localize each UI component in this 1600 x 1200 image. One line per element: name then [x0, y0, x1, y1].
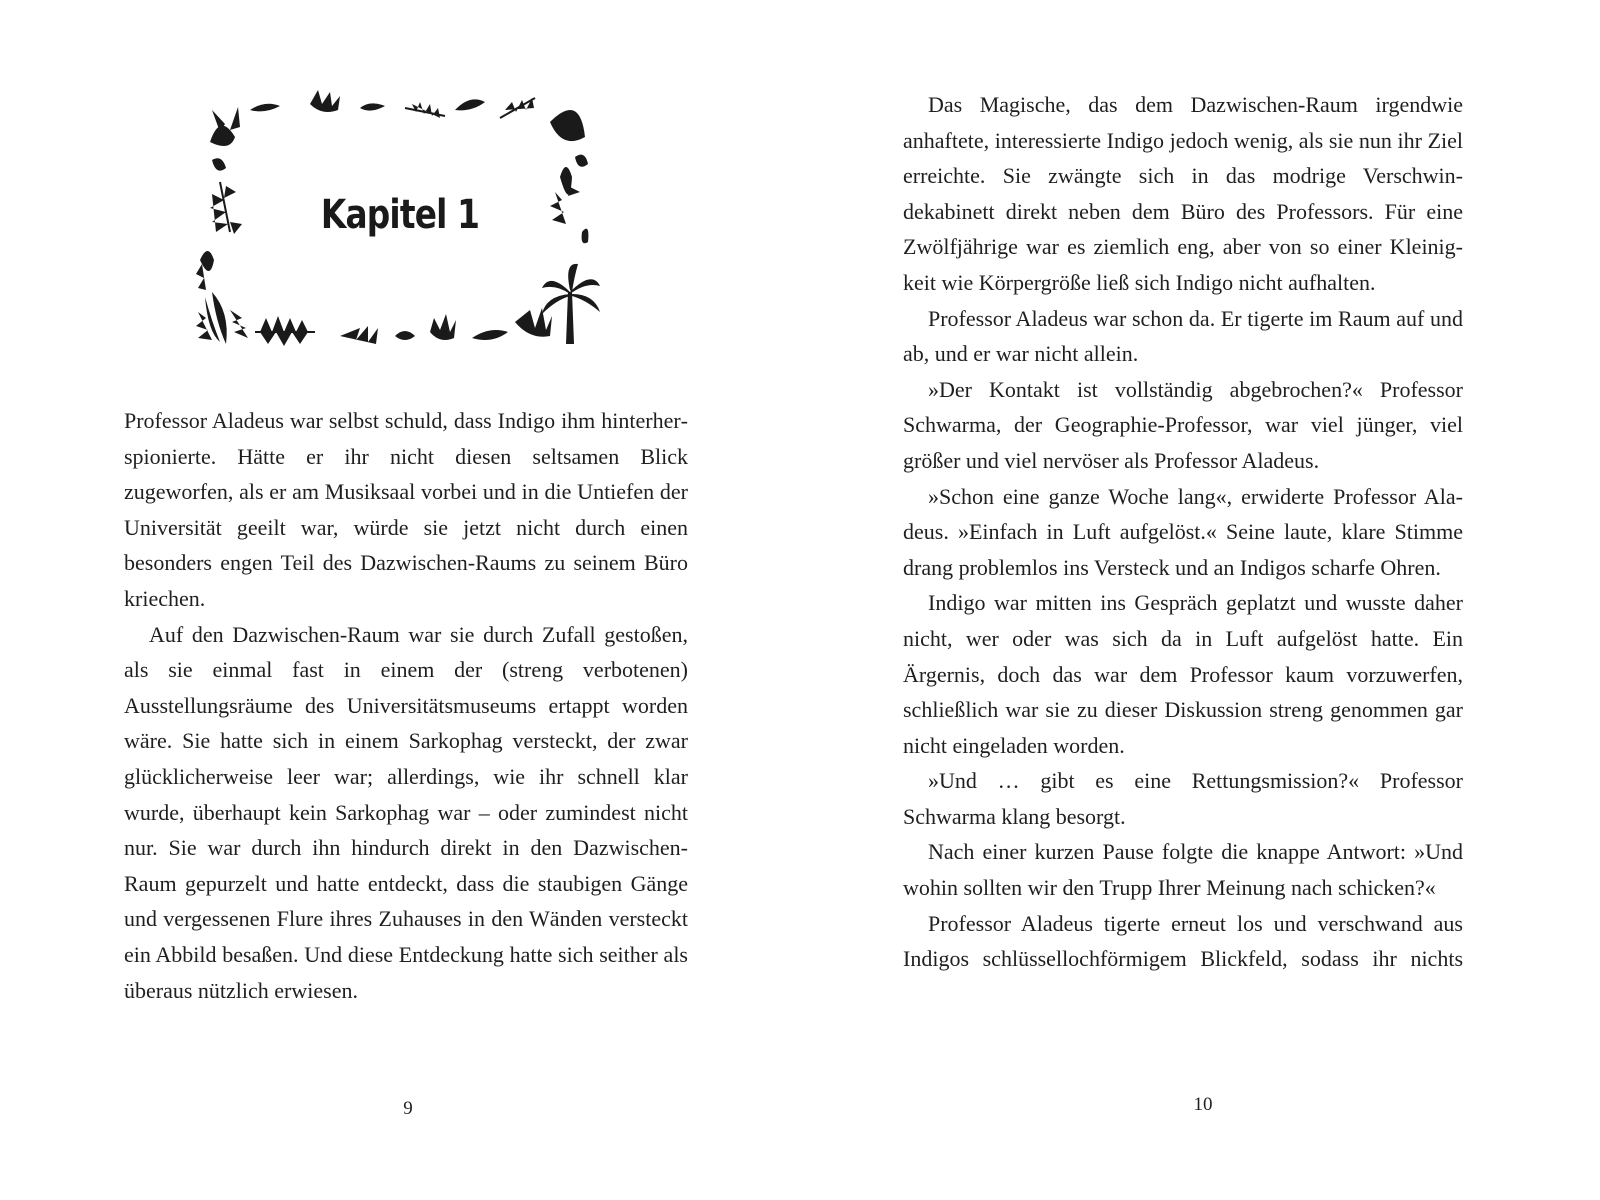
page-number: 10: [1193, 1094, 1213, 1115]
paragraph: »Schon eine ganze Woche lang«, erwiderte Professor Aladeus. »Einfach in Luft aufgelöst.« Seine laute, klare Stimme drang problemlos ins Versteck und an Indigos scharfe Ohren.: [903, 483, 1463, 580]
chapter-title: Kapitel 1: [320, 192, 480, 238]
paragraph: Auf den Dazwischen-Raum war sie durch Zufall gestoßen, als sie einmal fast in einem der (streng verbotenen) Ausstellungsräume des Universitätsmuseums ertappt worden wäre. Sie hatte sich in einem Sarkophag versteckt, der zwar glücklicherweise leer war; allerdings, wie ihr schnell klar wurde, überhaupt kein Sarkophag war – oder zumindest nicht nur. Sie war durch ihn hindurch direkt in den Dazwischen-Raum gepurzelt und hatte entdeckt, dass die staubigen Gänge und vergessenen Flure ihres Zuhauses in den Wänden versteckt ein Abbild besaßen. Und diese Entdeckung hatte sich seither als überaus nützlich erwiesen.: [124, 621, 688, 1003]
paragraph: »Der Kontakt ist vollständig abgebrochen?« Professor Schwarma, der Geographie-Professor, war viel jünger, viel größer und viel nervöser als Professor Aladeus.: [903, 376, 1463, 473]
right-page-body: [903, 87, 1463, 977]
right-page: [800, 0, 1600, 1200]
paragraph: Das Magische, das dem Dazwischen-Raum irgendwie anhaftete, interessierte Indigo jedoch wenig, als sie nun ihr Ziel erreichte. Sie zwängte sich in das modrige Verschwindekabinett direkt neben dem Büro des Professors. Für eine Zwölfjährige war es ziemlich eng, aber von so einer Kleinigkeit wie Körpergröße ließ sich Indigo nicht aufhalten.: [903, 92, 1463, 295]
paragraph: Professor Aladeus war schon da. Er tigerte im Raum auf und ab, und er war nicht allein.: [903, 305, 1463, 367]
paragraph: Nach einer kurzen Pause folgte die knappe Antwort: »Und wohin sollten wir den Trupp Ihrer Meinung nach schicken?«: [903, 839, 1463, 901]
paragraph: Professor Aladeus war selbst schuld, dass Indigo ihm hinterherspionierte. Hätte er ihr nicht diesen seltsamen Blick zugeworfen, als er am Musiksaal vorbei und in die Untiefen der Universität geeilt war, würde sie jetzt nicht durch einen besonders engen Teil des Dazwischen-Raums zu seinem Büro kriechen.: [124, 408, 688, 611]
page-number: 9: [403, 1098, 413, 1119]
paragraph: »Und … gibt es eine Rettungsmission?« Professor Schwarma klang besorgt.: [903, 768, 1463, 829]
left-page-body: [124, 403, 688, 1008]
paragraph: Professor Aladeus tigerte erneut los und verschwand aus Indigos schlüssellochförmigem Blickfeld, sodass ihr nichts: [903, 910, 1463, 972]
paragraph: Indigo war mitten ins Gespräch geplatzt und wusste daher nicht, wer oder was sich da in Luft aufgelöst hatte. Ein Ärgernis, doch das war dem Professor kaum vorzuwerfen, schließlich war sie zu dieser Diskussion streng genommen gar nicht eingeladen worden.: [903, 590, 1463, 758]
